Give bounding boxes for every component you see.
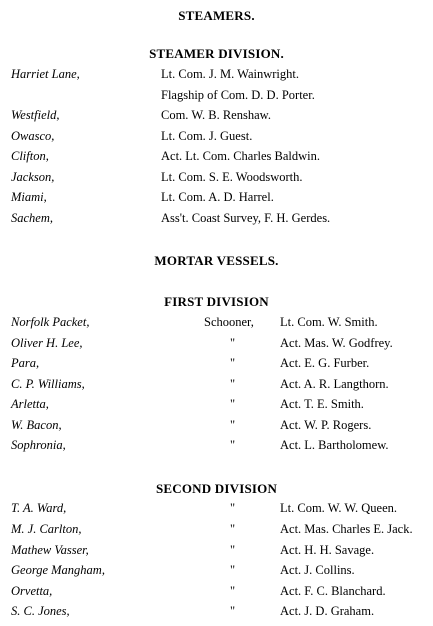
mortar-row [0,377,433,397]
mortar-row [0,356,433,376]
vessel-name: Norfolk Packet, [11,315,90,329]
commander-name: Act. F. C. Blanchard. [280,584,386,598]
mortar-row [0,584,433,604]
vessel-name: T. A. Ward, [11,501,67,515]
vessel-name: Arletta, [11,397,49,411]
commander-name: Act. A. R. Langthorn. [280,377,389,391]
mortar-row [0,438,433,458]
mortar-row [0,397,433,417]
ditto-mark: " [230,584,236,598]
commander-name: Act. H. H. Savage. [280,543,375,557]
second-division-heading: SECOND DIVISION [155,481,278,496]
vessel-rig: Schooner, [204,315,254,329]
commander-name: Act. Mas. W. Godfrey. [280,336,393,350]
commander-name: Lt. Com. W. W. Queen. [280,501,398,515]
vessel-name: Miami, [11,190,47,204]
commander-name: Act. L. Bartholomew. [280,438,389,452]
steamer-row [0,129,433,149]
commander-name: Act. Lt. Com. Charles Baldwin. [161,149,321,163]
steamer-row [0,190,433,210]
steamer-row [0,149,433,169]
mortar-row [0,522,433,542]
vessel-name: S. C. Jones, [11,604,70,618]
first-division-heading: FIRST DIVISION [164,294,269,309]
commander-name: Act. Mas. Charles E. Jack. [280,522,413,536]
steamer-row [0,108,433,128]
mortar-row [0,418,433,438]
commander-name: Lt. Com. W. Smith. [280,315,378,329]
commander-name: Lt. Com. A. D. Harrel. [161,190,274,204]
commander-name: Lt. Com. S. E. Woodsworth. [161,170,303,184]
steamer-division-heading: STEAMER DIVISION. [149,46,284,61]
vessel-name: Oliver H. Lee, [11,336,83,350]
ditto-mark: " [230,356,236,370]
mortar-row [0,501,433,521]
vessel-name: Sachem, [11,211,53,225]
commander-name: Act. E. G. Furber. [280,356,370,370]
steamer-row [0,170,433,190]
ditto-mark: " [230,377,236,391]
mortar-row [0,315,433,335]
mortar-row [0,543,433,563]
commander-name: Act. T. E. Smith. [280,397,364,411]
ditto-mark: " [230,397,236,411]
ditto-mark: " [230,336,236,350]
ditto-mark: " [230,563,236,577]
vessel-name: Sophronia, [11,438,66,452]
steamers-heading: STEAMERS. [178,8,255,23]
vessel-name: George Mangham, [11,563,105,577]
mortar-row [0,563,433,583]
mortar-vessels-heading: MORTAR VESSELS. [154,253,279,268]
ditto-mark: " [230,438,236,452]
commander-name: Act. W. P. Rogers. [280,418,372,432]
vessel-name: Clifton, [11,149,49,163]
vessel-name: Mathew Vasser, [11,543,89,557]
vessel-name: Orvetta, [11,584,53,598]
steamer-row [0,211,433,231]
commander-name: Com. W. B. Renshaw. [161,108,271,122]
vessel-name: Para, [11,356,40,370]
ditto-mark: " [230,418,236,432]
ditto-mark: " [230,522,236,536]
mortar-row [0,604,433,624]
commander-name: Act. J. D. Graham. [280,604,375,618]
commander-name: Ass't. Coast Survey, F. H. Gerdes. [161,211,331,225]
vessel-name: Owasco, [11,129,55,143]
vessel-name: C. P. Williams, [11,377,85,391]
commander-name: Flagship of Com. D. D. Porter. [161,88,315,102]
steamer-row [0,88,433,108]
vessel-name: W. Bacon, [11,418,62,432]
ditto-mark: " [230,501,236,515]
vessel-name: M. J. Carlton, [11,522,82,536]
vessel-name: Jackson, [11,170,55,184]
commander-name: Act. J. Collins. [280,563,355,577]
commander-name: Lt. Com. J. Guest. [161,129,253,143]
vessel-name: Westfield, [11,108,60,122]
ditto-mark: " [230,543,236,557]
mortar-row [0,336,433,356]
ditto-mark: " [230,604,236,618]
vessel-name: Harriet Lane, [11,67,80,81]
commander-name: Lt. Com. J. M. Wainwright. [161,67,300,81]
steamer-row [0,67,433,87]
